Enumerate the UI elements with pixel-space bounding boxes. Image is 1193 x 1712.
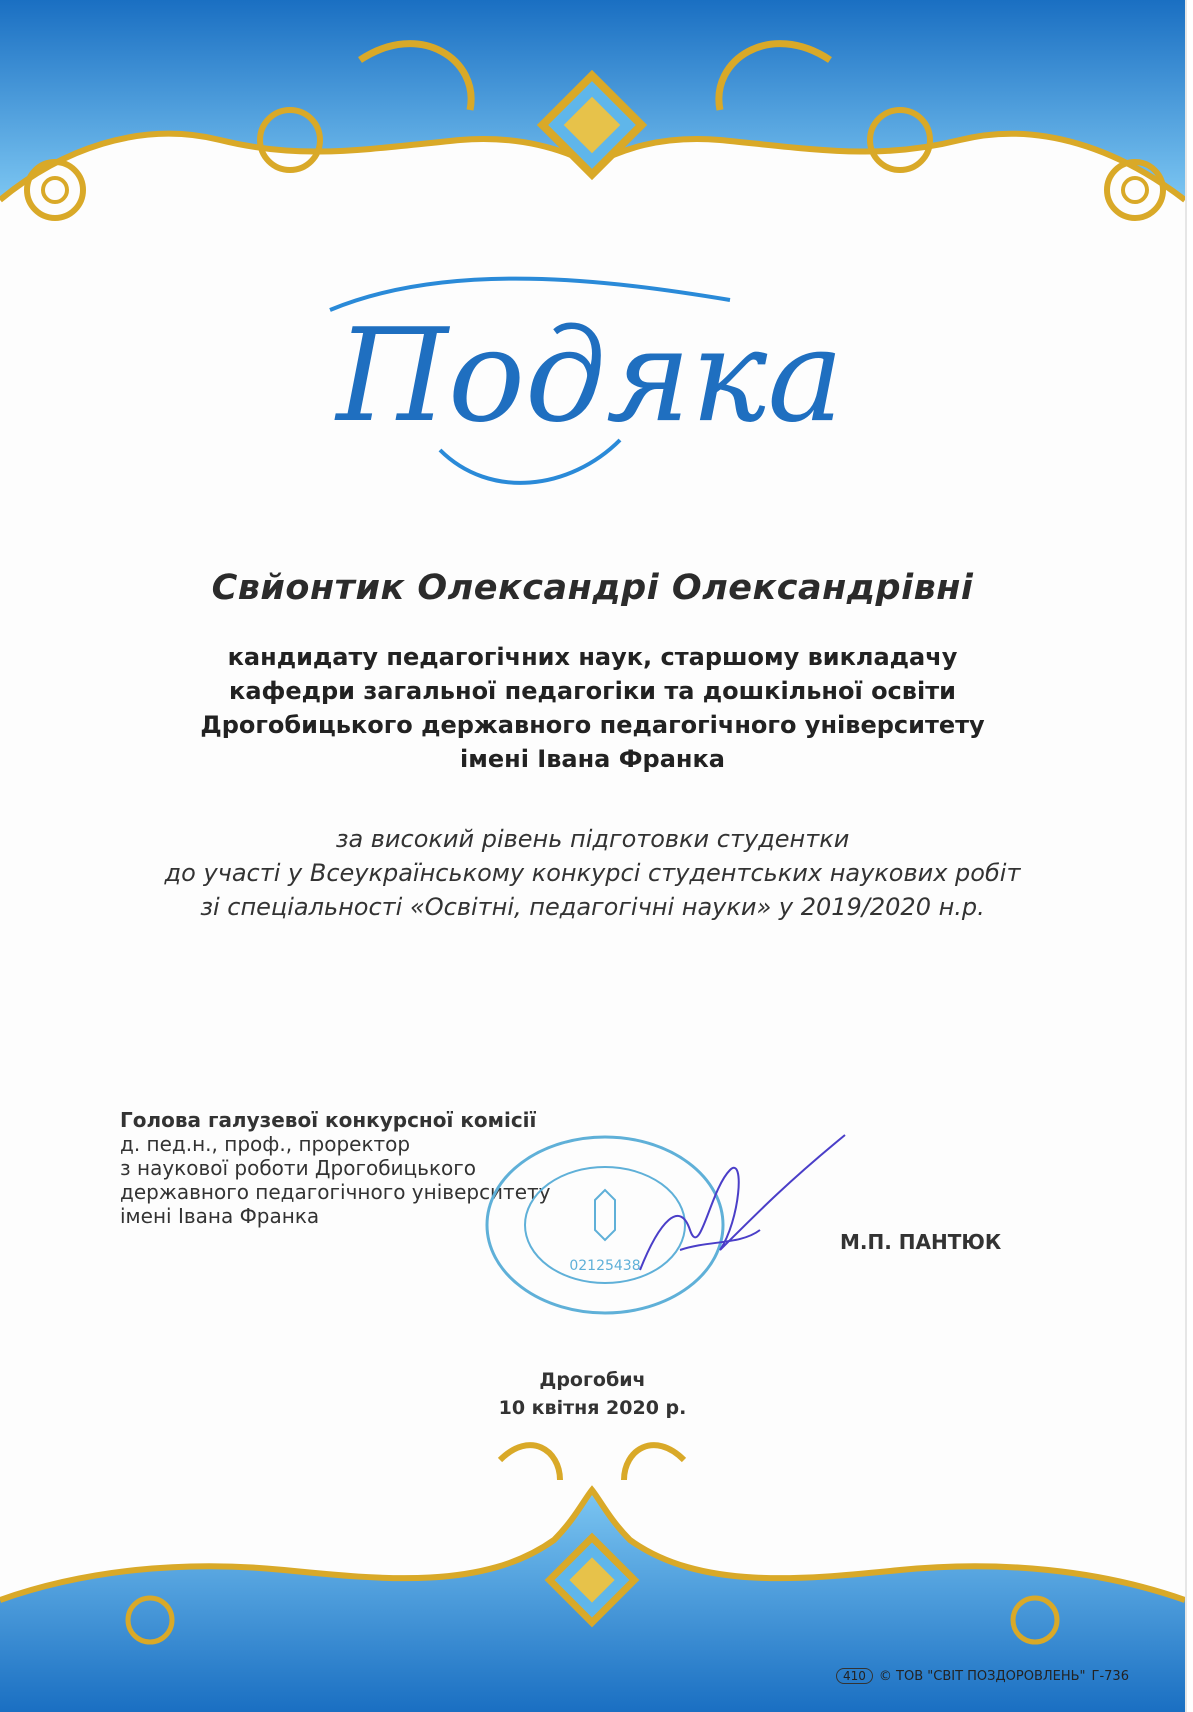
position-line: Дрогобицького державного педагогічного університету xyxy=(200,711,985,739)
award-reason xyxy=(0,822,1185,924)
reason-line: зі спеціальності «Освітні, педагогічні науки» у 2019/2020 н.р. xyxy=(200,893,985,921)
position-line: імені Івана Франка xyxy=(460,745,725,773)
footer-badge: 410 xyxy=(836,1668,873,1684)
publisher-footer xyxy=(836,1668,1129,1684)
place-date xyxy=(0,1366,1185,1422)
place: Дрогобич xyxy=(539,1369,646,1391)
signer-heading: Голова галузевої конкурсної комісії xyxy=(120,1108,537,1132)
title-calligraphy xyxy=(290,270,890,510)
footer-code: Г-736 xyxy=(1091,1668,1129,1684)
stamp-code: 02125438 xyxy=(569,1258,641,1274)
signer-line: імені Івана Франка xyxy=(120,1204,320,1228)
trident-icon xyxy=(595,1190,615,1240)
recipient-position xyxy=(0,640,1185,776)
signer-line: д. пед.н., проф., проректор xyxy=(120,1132,411,1156)
position-line: кандидату педагогічних наук, старшому викладачу xyxy=(227,643,958,671)
signer-line: державного педагогічного університету xyxy=(120,1180,551,1204)
reason-line: за високий рівень підготовки студентки xyxy=(335,825,850,853)
reason-line: до участі у Всеукраїнському конкурсі студентських наукових робіт xyxy=(164,859,1021,887)
signer-line: з наукової роботи Дрогобицького xyxy=(120,1156,477,1180)
position-line: кафедри загальної педагогіки та дошкільної освіти xyxy=(229,677,956,705)
date: 10 квітня 2020 р. xyxy=(498,1397,687,1419)
top-ornament-frame xyxy=(0,0,1185,260)
handwritten-signature xyxy=(620,1130,850,1290)
recipient-name: Свйонтик Олександрі Олександрівні xyxy=(211,568,974,608)
signer-surname: М.П. ПАНТЮК xyxy=(840,1230,1002,1254)
footer-publisher: © ТОВ "СВІТ ПОЗДОРОВЛЕНЬ" xyxy=(878,1668,1086,1684)
title-text: Подяка xyxy=(336,302,844,451)
